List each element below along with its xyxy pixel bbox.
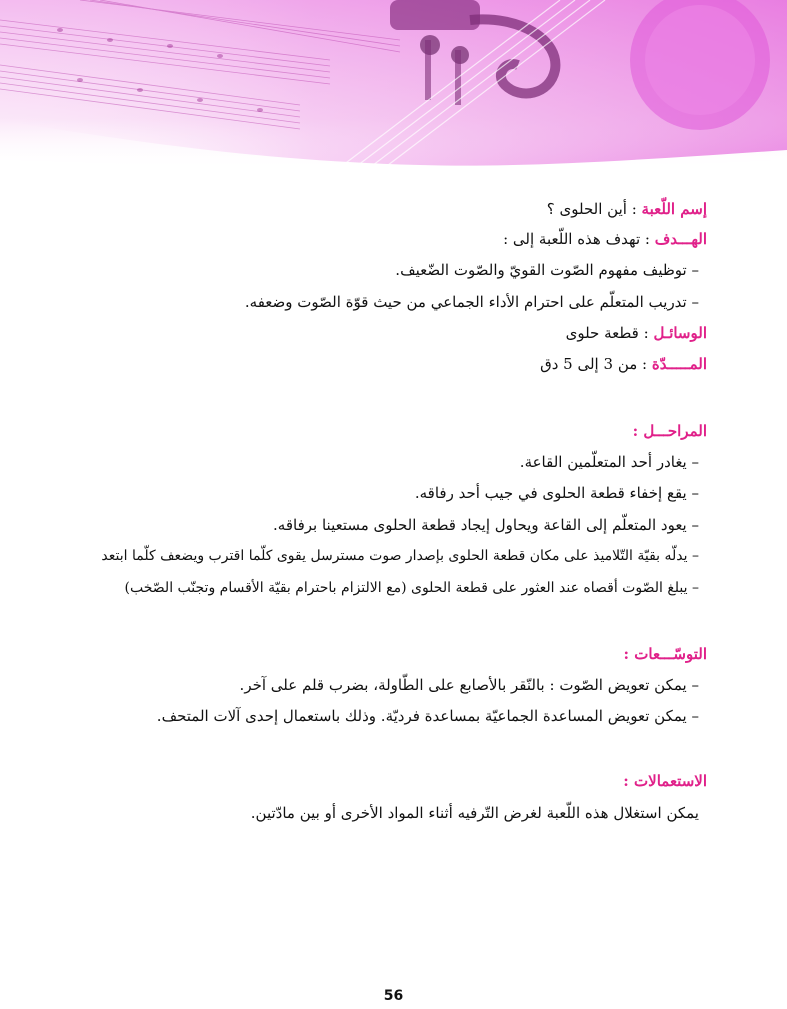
step-item: – يبلغ الصّوت أقصاه عند العثور على قطعة الحلوى (مع الالتزام باحترام بقيّة الأقسام وتجنّب الصّخب) bbox=[124, 580, 699, 596]
goal-value: : تهدف هذه اللّعبة إلى : bbox=[503, 230, 650, 248]
tools-row bbox=[566, 322, 707, 344]
duration-label: المـــــدّة bbox=[651, 355, 707, 373]
extension-item: – يمكن تعويض المساعدة الجماعيّة بمساعدة فرديّة. وذلك باستعمال إحدى آلات المتحف. bbox=[156, 707, 699, 725]
extensions-heading: التوسّـــعات : bbox=[623, 645, 707, 663]
duration-row bbox=[540, 353, 707, 375]
uses-heading: الاستعمالات : bbox=[623, 772, 707, 790]
game-name-value: : أين الحلوى ؟ bbox=[546, 200, 637, 218]
game-name-label: إسم اللّعبة bbox=[641, 200, 707, 218]
goal-label: الهـــدف bbox=[654, 230, 707, 248]
steps-heading: المراحـــل : bbox=[632, 422, 707, 440]
goal-item: – تدريب المتعلّم على احترام الأداء الجماعي من حيث قوّة الصّوت وضعفه. bbox=[244, 293, 699, 311]
step-item: – يغادر أحد المتعلّمين القاعة. bbox=[519, 453, 699, 471]
duration-value: : من 3 إلى 5 دق bbox=[540, 355, 648, 373]
step-item: – يعود المتعلّم إلى القاعة ويحاول إيجاد قطعة الحلوى مستعينا برفاقه. bbox=[273, 516, 699, 534]
goal-row bbox=[503, 228, 707, 250]
extension-item: – يمكن تعويض الصّوت : بالنّقر بالأصابع على الطّاولة، بضرب قلم على آخر. bbox=[239, 676, 699, 694]
tools-value: : قطعة حلوى bbox=[565, 324, 649, 342]
page-number: 56 bbox=[383, 988, 404, 1004]
uses-text: يمكن استغلال هذه اللّعبة لغرض التّرفيه أثناء المواد الأخرى أو بين مادّتين. bbox=[250, 804, 699, 822]
step-item: – يدلّه بقيّة التّلاميذ على مكان قطعة الحلوى بإصدار صوت مسترسل يقوى كلّما اقترب ويضعف كلّما ابتعد bbox=[101, 548, 699, 564]
goal-item: – توظيف مفهوم الصّوت القويّ والصّوت الضّعيف. bbox=[395, 261, 699, 279]
game-name-row bbox=[547, 198, 707, 220]
tools-label: الوسائـل bbox=[653, 324, 707, 342]
step-item: – يقع إخفاء قطعة الحلوى في جيب أحد رفاقه. bbox=[414, 484, 699, 502]
